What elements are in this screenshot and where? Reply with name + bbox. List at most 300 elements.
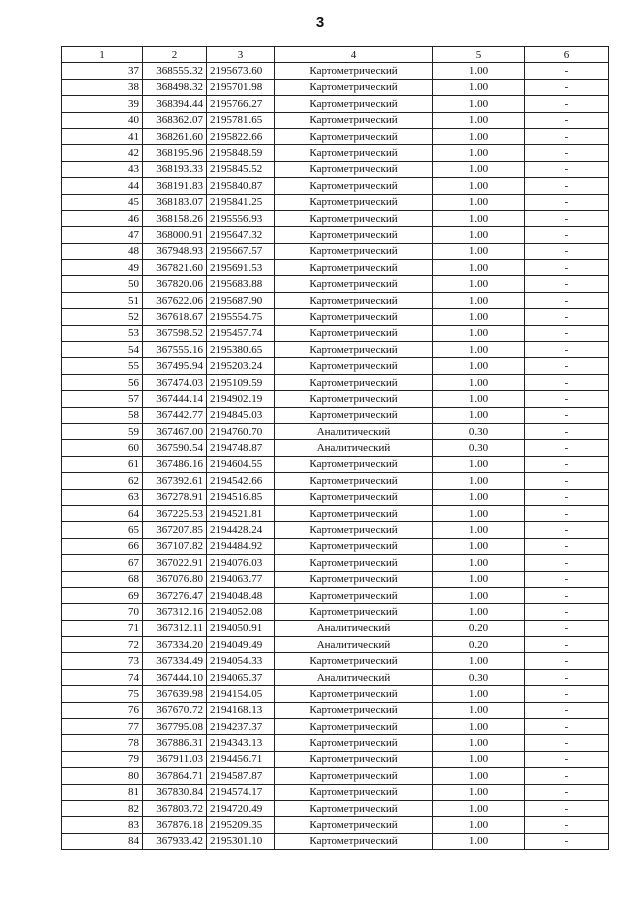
accuracy-cell: 1.00 <box>433 374 525 390</box>
y-coordinate-cell: 2194484.92 <box>207 538 275 554</box>
table-row <box>62 637 609 653</box>
y-coordinate-cell: 2195691.53 <box>207 260 275 276</box>
accuracy-cell: 0.20 <box>433 637 525 653</box>
note-cell: - <box>525 391 609 407</box>
y-coordinate-cell: 2194063.77 <box>207 571 275 587</box>
point-number-cell: 75 <box>62 686 143 702</box>
y-coordinate-cell: 2194065.37 <box>207 669 275 685</box>
table-row <box>62 440 609 456</box>
point-number-cell: 74 <box>62 669 143 685</box>
method-cell: Картометрический <box>275 505 433 521</box>
y-coordinate-cell: 2194604.55 <box>207 456 275 472</box>
note-cell: - <box>525 260 609 276</box>
x-coordinate-cell: 367207.85 <box>143 522 207 538</box>
method-cell: Картометрический <box>275 128 433 144</box>
note-cell: - <box>525 407 609 423</box>
table-row <box>62 669 609 685</box>
table-row <box>62 817 609 833</box>
accuracy-cell: 1.00 <box>433 145 525 161</box>
x-coordinate-cell: 367107.82 <box>143 538 207 554</box>
x-coordinate-cell: 367876.18 <box>143 817 207 833</box>
point-number-cell: 76 <box>62 702 143 718</box>
accuracy-cell: 1.00 <box>433 604 525 620</box>
accuracy-cell: 1.00 <box>433 79 525 95</box>
table-row <box>62 686 609 702</box>
point-number-cell: 53 <box>62 325 143 341</box>
x-coordinate-cell: 367076.80 <box>143 571 207 587</box>
method-cell: Картометрический <box>275 161 433 177</box>
point-number-cell: 70 <box>62 604 143 620</box>
point-number-cell: 82 <box>62 800 143 816</box>
note-cell: - <box>525 145 609 161</box>
point-number-cell: 62 <box>62 473 143 489</box>
note-cell: - <box>525 342 609 358</box>
note-cell: - <box>525 735 609 751</box>
note-cell: - <box>525 128 609 144</box>
y-coordinate-cell: 2195554.75 <box>207 309 275 325</box>
x-coordinate-cell: 367795.08 <box>143 719 207 735</box>
x-coordinate-cell: 367442.77 <box>143 407 207 423</box>
x-coordinate-cell: 368362.07 <box>143 112 207 128</box>
point-number-cell: 57 <box>62 391 143 407</box>
method-cell: Картометрический <box>275 719 433 735</box>
y-coordinate-cell: 2195848.59 <box>207 145 275 161</box>
method-cell: Картометрический <box>275 210 433 226</box>
table-body <box>62 63 609 850</box>
point-number-cell: 78 <box>62 735 143 751</box>
column-header: 1 <box>62 47 143 63</box>
accuracy-cell: 1.00 <box>433 522 525 538</box>
accuracy-cell: 1.00 <box>433 358 525 374</box>
y-coordinate-cell: 2194048.48 <box>207 587 275 603</box>
table-row <box>62 768 609 784</box>
note-cell: - <box>525 587 609 603</box>
x-coordinate-cell: 368394.44 <box>143 96 207 112</box>
note-cell: - <box>525 620 609 636</box>
x-coordinate-cell: 367886.31 <box>143 735 207 751</box>
method-cell: Картометрический <box>275 555 433 571</box>
x-coordinate-cell: 367022.91 <box>143 555 207 571</box>
column-header: 6 <box>525 47 609 63</box>
method-cell: Картометрический <box>275 751 433 767</box>
table-row <box>62 800 609 816</box>
method-cell: Картометрический <box>275 391 433 407</box>
point-number-cell: 63 <box>62 489 143 505</box>
method-cell: Картометрический <box>275 79 433 95</box>
accuracy-cell: 1.00 <box>433 243 525 259</box>
y-coordinate-cell: 2195667.57 <box>207 243 275 259</box>
x-coordinate-cell: 367444.14 <box>143 391 207 407</box>
y-coordinate-cell: 2194574.17 <box>207 784 275 800</box>
method-cell: Картометрический <box>275 686 433 702</box>
point-number-cell: 46 <box>62 210 143 226</box>
table-row <box>62 833 609 849</box>
accuracy-cell: 1.00 <box>433 653 525 669</box>
method-cell: Картометрический <box>275 292 433 308</box>
x-coordinate-cell: 367821.60 <box>143 260 207 276</box>
point-number-cell: 77 <box>62 719 143 735</box>
x-coordinate-cell: 368158.26 <box>143 210 207 226</box>
method-cell: Картометрический <box>275 587 433 603</box>
y-coordinate-cell: 2195841.25 <box>207 194 275 210</box>
method-cell: Картометрический <box>275 489 433 505</box>
table-row <box>62 260 609 276</box>
note-cell: - <box>525 112 609 128</box>
method-cell: Картометрический <box>275 309 433 325</box>
point-number-cell: 51 <box>62 292 143 308</box>
x-coordinate-cell: 367803.72 <box>143 800 207 816</box>
table-row <box>62 473 609 489</box>
table-row <box>62 538 609 554</box>
note-cell: - <box>525 210 609 226</box>
note-cell: - <box>525 161 609 177</box>
table-row <box>62 112 609 128</box>
method-cell: Картометрический <box>275 63 433 79</box>
coordinates-table <box>61 46 609 850</box>
note-cell: - <box>525 637 609 653</box>
accuracy-cell: 1.00 <box>433 817 525 833</box>
note-cell: - <box>525 702 609 718</box>
column-header: 2 <box>143 47 207 63</box>
column-header: 5 <box>433 47 525 63</box>
accuracy-cell: 1.00 <box>433 407 525 423</box>
point-number-cell: 56 <box>62 374 143 390</box>
accuracy-cell: 0.30 <box>433 440 525 456</box>
note-cell: - <box>525 227 609 243</box>
note-cell: - <box>525 63 609 79</box>
table-row <box>62 63 609 79</box>
table-row <box>62 210 609 226</box>
note-cell: - <box>525 374 609 390</box>
y-coordinate-cell: 2195556.93 <box>207 210 275 226</box>
point-number-cell: 64 <box>62 505 143 521</box>
table-row <box>62 325 609 341</box>
table-row <box>62 79 609 95</box>
x-coordinate-cell: 367948.93 <box>143 243 207 259</box>
x-coordinate-cell: 367276.47 <box>143 587 207 603</box>
note-cell: - <box>525 833 609 849</box>
accuracy-cell: 1.00 <box>433 194 525 210</box>
table-row <box>62 227 609 243</box>
y-coordinate-cell: 2194049.49 <box>207 637 275 653</box>
accuracy-cell: 1.00 <box>433 325 525 341</box>
method-cell: Картометрический <box>275 817 433 833</box>
y-coordinate-cell: 2194902.19 <box>207 391 275 407</box>
method-cell: Аналитический <box>275 620 433 636</box>
table-row <box>62 374 609 390</box>
point-number-cell: 59 <box>62 423 143 439</box>
method-cell: Картометрический <box>275 260 433 276</box>
y-coordinate-cell: 2195781.65 <box>207 112 275 128</box>
accuracy-cell: 1.00 <box>433 292 525 308</box>
point-number-cell: 52 <box>62 309 143 325</box>
method-cell: Аналитический <box>275 637 433 653</box>
table-header-row <box>62 47 609 63</box>
table-row <box>62 456 609 472</box>
method-cell: Картометрический <box>275 604 433 620</box>
accuracy-cell: 1.00 <box>433 800 525 816</box>
y-coordinate-cell: 2194154.05 <box>207 686 275 702</box>
column-header: 4 <box>275 47 433 63</box>
note-cell: - <box>525 538 609 554</box>
method-cell: Картометрический <box>275 800 433 816</box>
method-cell: Картометрический <box>275 768 433 784</box>
y-coordinate-cell: 2194052.08 <box>207 604 275 620</box>
note-cell: - <box>525 358 609 374</box>
x-coordinate-cell: 367555.16 <box>143 342 207 358</box>
point-number-cell: 79 <box>62 751 143 767</box>
point-number-cell: 38 <box>62 79 143 95</box>
accuracy-cell: 1.00 <box>433 571 525 587</box>
accuracy-cell: 1.00 <box>433 719 525 735</box>
x-coordinate-cell: 368193.33 <box>143 161 207 177</box>
y-coordinate-cell: 2195209.35 <box>207 817 275 833</box>
method-cell: Картометрический <box>275 112 433 128</box>
point-number-cell: 69 <box>62 587 143 603</box>
accuracy-cell: 1.00 <box>433 784 525 800</box>
y-coordinate-cell: 2195701.98 <box>207 79 275 95</box>
accuracy-cell: 1.00 <box>433 342 525 358</box>
x-coordinate-cell: 367278.91 <box>143 489 207 505</box>
x-coordinate-cell: 367622.06 <box>143 292 207 308</box>
table-row <box>62 309 609 325</box>
x-coordinate-cell: 367495.94 <box>143 358 207 374</box>
x-coordinate-cell: 368498.32 <box>143 79 207 95</box>
accuracy-cell: 0.20 <box>433 620 525 636</box>
table-row <box>62 276 609 292</box>
point-number-cell: 73 <box>62 653 143 669</box>
x-coordinate-cell: 367392.61 <box>143 473 207 489</box>
note-cell: - <box>525 653 609 669</box>
y-coordinate-cell: 2194054.33 <box>207 653 275 669</box>
accuracy-cell: 1.00 <box>433 260 525 276</box>
table-row <box>62 243 609 259</box>
note-cell: - <box>525 79 609 95</box>
table-row <box>62 702 609 718</box>
y-coordinate-cell: 2194428.24 <box>207 522 275 538</box>
accuracy-cell: 1.00 <box>433 686 525 702</box>
y-coordinate-cell: 2194521.81 <box>207 505 275 521</box>
table-row <box>62 555 609 571</box>
x-coordinate-cell: 367590.54 <box>143 440 207 456</box>
point-number-cell: 37 <box>62 63 143 79</box>
table-row <box>62 128 609 144</box>
x-coordinate-cell: 368555.32 <box>143 63 207 79</box>
x-coordinate-cell: 367864.71 <box>143 768 207 784</box>
table-row <box>62 407 609 423</box>
note-cell: - <box>525 571 609 587</box>
point-number-cell: 41 <box>62 128 143 144</box>
table-row <box>62 292 609 308</box>
method-cell: Картометрический <box>275 571 433 587</box>
column-header: 3 <box>207 47 275 63</box>
x-coordinate-cell: 367911.03 <box>143 751 207 767</box>
method-cell: Картометрический <box>275 227 433 243</box>
note-cell: - <box>525 604 609 620</box>
method-cell: Картометрический <box>275 473 433 489</box>
note-cell: - <box>525 489 609 505</box>
point-number-cell: 80 <box>62 768 143 784</box>
point-number-cell: 47 <box>62 227 143 243</box>
method-cell: Картометрический <box>275 145 433 161</box>
method-cell: Картометрический <box>275 276 433 292</box>
y-coordinate-cell: 2194516.85 <box>207 489 275 505</box>
note-cell: - <box>525 243 609 259</box>
method-cell: Картометрический <box>275 178 433 194</box>
point-number-cell: 72 <box>62 637 143 653</box>
method-cell: Аналитический <box>275 669 433 685</box>
y-coordinate-cell: 2194456.71 <box>207 751 275 767</box>
x-coordinate-cell: 367618.67 <box>143 309 207 325</box>
note-cell: - <box>525 751 609 767</box>
y-coordinate-cell: 2195687.90 <box>207 292 275 308</box>
method-cell: Картометрический <box>275 243 433 259</box>
y-coordinate-cell: 2194748.87 <box>207 440 275 456</box>
method-cell: Картометрический <box>275 407 433 423</box>
note-cell: - <box>525 817 609 833</box>
accuracy-cell: 1.00 <box>433 735 525 751</box>
y-coordinate-cell: 2194720.49 <box>207 800 275 816</box>
y-coordinate-cell: 2195380.65 <box>207 342 275 358</box>
note-cell: - <box>525 555 609 571</box>
y-coordinate-cell: 2195845.52 <box>207 161 275 177</box>
x-coordinate-cell: 368261.60 <box>143 128 207 144</box>
table-row <box>62 178 609 194</box>
accuracy-cell: 1.00 <box>433 702 525 718</box>
accuracy-cell: 1.00 <box>433 505 525 521</box>
y-coordinate-cell: 2195301.10 <box>207 833 275 849</box>
method-cell: Картометрический <box>275 342 433 358</box>
point-number-cell: 65 <box>62 522 143 538</box>
accuracy-cell: 1.00 <box>433 538 525 554</box>
method-cell: Картометрический <box>275 735 433 751</box>
table-row <box>62 161 609 177</box>
accuracy-cell: 1.00 <box>433 489 525 505</box>
method-cell: Картометрический <box>275 325 433 341</box>
accuracy-cell: 1.00 <box>433 63 525 79</box>
point-number-cell: 40 <box>62 112 143 128</box>
accuracy-cell: 0.30 <box>433 423 525 439</box>
x-coordinate-cell: 367830.84 <box>143 784 207 800</box>
x-coordinate-cell: 367639.98 <box>143 686 207 702</box>
y-coordinate-cell: 2194076.03 <box>207 555 275 571</box>
accuracy-cell: 1.00 <box>433 391 525 407</box>
x-coordinate-cell: 367312.11 <box>143 620 207 636</box>
method-cell: Картометрический <box>275 833 433 849</box>
note-cell: - <box>525 669 609 685</box>
accuracy-cell: 1.00 <box>433 128 525 144</box>
point-number-cell: 84 <box>62 833 143 849</box>
x-coordinate-cell: 368191.83 <box>143 178 207 194</box>
x-coordinate-cell: 367334.20 <box>143 637 207 653</box>
x-coordinate-cell: 367933.42 <box>143 833 207 849</box>
y-coordinate-cell: 2194845.03 <box>207 407 275 423</box>
method-cell: Картометрический <box>275 784 433 800</box>
accuracy-cell: 1.00 <box>433 161 525 177</box>
y-coordinate-cell: 2195647.32 <box>207 227 275 243</box>
point-number-cell: 67 <box>62 555 143 571</box>
note-cell: - <box>525 456 609 472</box>
page-number: 3 <box>315 14 325 31</box>
table-row <box>62 571 609 587</box>
x-coordinate-cell: 367312.16 <box>143 604 207 620</box>
note-cell: - <box>525 178 609 194</box>
point-number-cell: 50 <box>62 276 143 292</box>
table-row <box>62 522 609 538</box>
point-number-cell: 48 <box>62 243 143 259</box>
table-row <box>62 784 609 800</box>
table-row <box>62 620 609 636</box>
x-coordinate-cell: 368000.91 <box>143 227 207 243</box>
note-cell: - <box>525 719 609 735</box>
y-coordinate-cell: 2195457.74 <box>207 325 275 341</box>
note-cell: - <box>525 473 609 489</box>
point-number-cell: 81 <box>62 784 143 800</box>
note-cell: - <box>525 292 609 308</box>
table-row <box>62 653 609 669</box>
y-coordinate-cell: 2195203.24 <box>207 358 275 374</box>
method-cell: Аналитический <box>275 423 433 439</box>
table-row <box>62 751 609 767</box>
accuracy-cell: 1.00 <box>433 96 525 112</box>
x-coordinate-cell: 367670.72 <box>143 702 207 718</box>
note-cell: - <box>525 423 609 439</box>
table-row <box>62 735 609 751</box>
x-coordinate-cell: 367486.16 <box>143 456 207 472</box>
accuracy-cell: 1.00 <box>433 587 525 603</box>
note-cell: - <box>525 784 609 800</box>
note-cell: - <box>525 194 609 210</box>
y-coordinate-cell: 2195822.66 <box>207 128 275 144</box>
accuracy-cell: 1.00 <box>433 178 525 194</box>
accuracy-cell: 0.30 <box>433 669 525 685</box>
point-number-cell: 61 <box>62 456 143 472</box>
note-cell: - <box>525 96 609 112</box>
table-row <box>62 505 609 521</box>
y-coordinate-cell: 2195109.59 <box>207 374 275 390</box>
method-cell: Картометрический <box>275 538 433 554</box>
method-cell: Картометрический <box>275 522 433 538</box>
y-coordinate-cell: 2194343.13 <box>207 735 275 751</box>
x-coordinate-cell: 367334.49 <box>143 653 207 669</box>
point-number-cell: 44 <box>62 178 143 194</box>
table-row <box>62 96 609 112</box>
accuracy-cell: 1.00 <box>433 751 525 767</box>
point-number-cell: 68 <box>62 571 143 587</box>
method-cell: Картометрический <box>275 653 433 669</box>
y-coordinate-cell: 2195766.27 <box>207 96 275 112</box>
method-cell: Картометрический <box>275 96 433 112</box>
point-number-cell: 66 <box>62 538 143 554</box>
y-coordinate-cell: 2194168.13 <box>207 702 275 718</box>
y-coordinate-cell: 2194237.37 <box>207 719 275 735</box>
table-row <box>62 604 609 620</box>
note-cell: - <box>525 440 609 456</box>
point-number-cell: 49 <box>62 260 143 276</box>
table-row <box>62 489 609 505</box>
point-number-cell: 39 <box>62 96 143 112</box>
note-cell: - <box>525 800 609 816</box>
accuracy-cell: 1.00 <box>433 112 525 128</box>
note-cell: - <box>525 325 609 341</box>
note-cell: - <box>525 505 609 521</box>
point-number-cell: 42 <box>62 145 143 161</box>
table-row <box>62 342 609 358</box>
x-coordinate-cell: 367820.06 <box>143 276 207 292</box>
point-number-cell: 58 <box>62 407 143 423</box>
point-number-cell: 45 <box>62 194 143 210</box>
table-row <box>62 145 609 161</box>
